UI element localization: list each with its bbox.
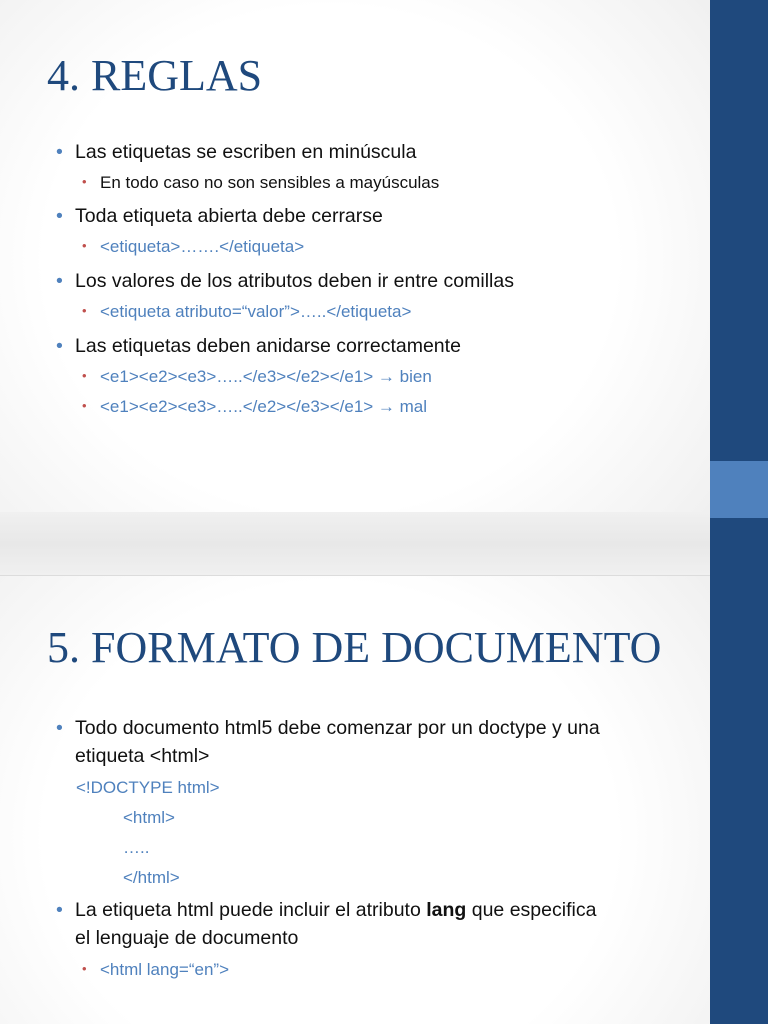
bullet-dot: •	[56, 270, 63, 292]
sub-bullet-dot: •	[82, 238, 87, 253]
bullet-text: Todo documento html5 debe comenzar por un doctype y una	[75, 717, 600, 739]
code-example: <html lang=“en”>	[100, 960, 229, 979]
bullet-dot: •	[56, 205, 63, 227]
slide-title: 5. FORMATO DE DOCUMENTO	[47, 623, 662, 672]
code-example: <etiqueta>…….</etiqueta>	[100, 237, 305, 256]
bullet-text: Las etiquetas deben anidarse correctamente	[75, 335, 461, 357]
bullet-item	[56, 270, 514, 293]
code-line: </html>	[123, 868, 180, 887]
code-line: <!DOCTYPE html>	[76, 778, 220, 797]
code-line: <html>	[123, 808, 175, 827]
sub-bullet-dot: •	[82, 398, 87, 413]
bullet-text: que especifica	[466, 899, 597, 921]
sidebar-accent	[710, 461, 768, 518]
sub-bullet-dot: •	[82, 961, 87, 976]
bullet-text-continuation: el lenguaje de documento	[75, 927, 299, 949]
sub-bullet-item	[82, 302, 411, 322]
slide-formato-documento	[0, 576, 768, 1024]
bullet-text-continuation: etiqueta <html>	[75, 745, 210, 767]
slide-title: 4. REGLAS	[47, 51, 263, 100]
sub-bullet-text: En todo caso no son sensibles a mayúsculas	[100, 173, 440, 192]
slide-gap	[0, 512, 768, 576]
bullet-item	[56, 899, 596, 922]
sub-bullet-item	[82, 367, 432, 387]
bullet-text: Las etiquetas se escriben en minúscula	[75, 141, 417, 163]
sub-bullet-dot: •	[82, 303, 87, 318]
bullet-dot: •	[56, 717, 63, 739]
sub-bullet-item	[82, 397, 427, 417]
bullet-text: Los valores de los atributos deben ir entre comillas	[75, 270, 514, 292]
bullet-item	[56, 141, 416, 164]
bullet-item	[56, 717, 600, 740]
bullet-item	[56, 335, 461, 358]
bullet-dot: •	[56, 899, 63, 921]
sub-bullet-item	[82, 960, 229, 980]
code-line: …..	[123, 838, 150, 857]
sub-bullet-dot: •	[82, 368, 87, 383]
bullet-dot: •	[56, 335, 63, 357]
sub-bullet-item	[82, 173, 439, 193]
code-example: <e1><e2><e3>…..</e2></e3></e1> → mal	[100, 397, 428, 416]
bullet-text: La etiqueta html puede incluir el atributo	[75, 899, 427, 921]
sub-bullet-item	[82, 237, 304, 257]
bullet-dot: •	[56, 141, 63, 163]
bullet-item	[56, 205, 383, 228]
code-example: <e1><e2><e3>…..</e3></e2></e1> → bien	[100, 367, 432, 386]
sub-bullet-dot: •	[82, 174, 87, 189]
code-example: <etiqueta atributo=“valor”>…..</etiqueta>	[100, 302, 412, 321]
bullet-text: Toda etiqueta abierta debe cerrarse	[75, 205, 383, 227]
bullet-text-bold: lang	[426, 899, 467, 921]
